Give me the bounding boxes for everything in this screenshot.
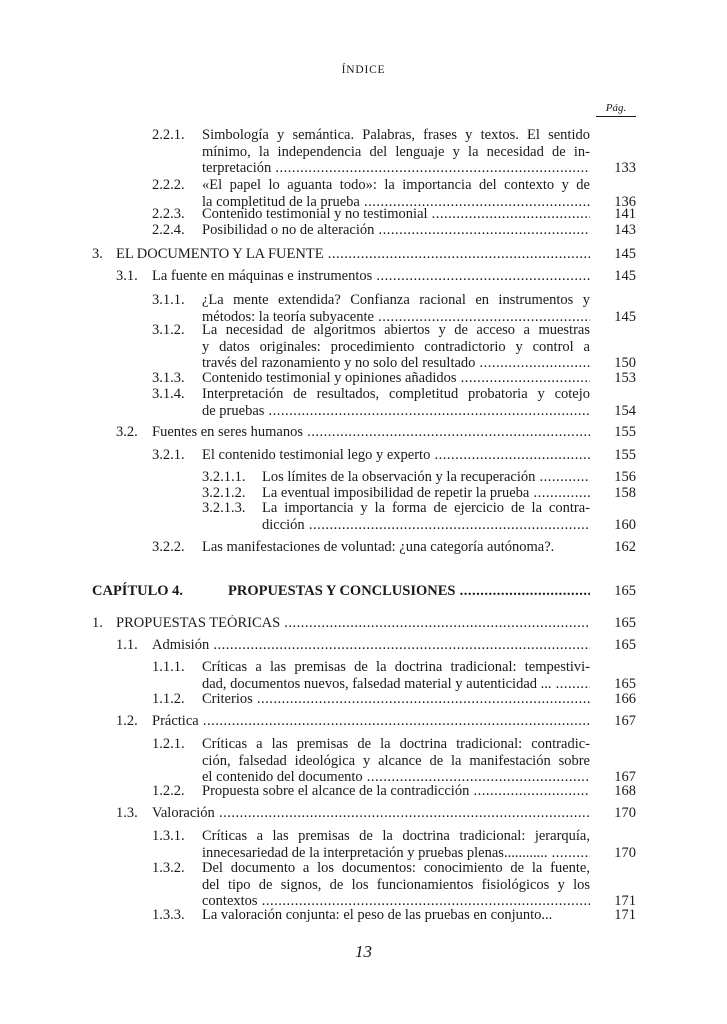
toc-entry-number: 1.3.3. [152, 907, 185, 923]
toc-entry-page: 145 [614, 268, 636, 284]
toc-entry-page: 162 [614, 539, 636, 555]
toc-entry-title: La fuente en máquinas e instrumentos ..... [152, 268, 590, 285]
toc-entry-number: 3.2.2. [152, 539, 185, 555]
toc-entry-line: La importancia y la forma de ejercicio de la contra- [262, 500, 590, 516]
page-column-label: Pág. [596, 102, 636, 117]
toc-entry-number: 1.1. [116, 637, 138, 653]
toc-entry-title: Los límites de la observación y la recuperación ..... [262, 469, 590, 486]
toc-entry-line: Críticas a las premisas de la doctrina tradicional: tempestivi- [202, 659, 590, 675]
toc-entry-page: 165 [614, 583, 636, 599]
toc-entry-line: Del documento a los documentos: conocimiento de la fuente, [202, 860, 590, 876]
toc-entry-number: 1.1.2. [152, 691, 185, 707]
toc-entry-number: 1.2. [116, 713, 138, 729]
toc-entry-line: Críticas a las premisas de la doctrina tradicional: jerarquía, [202, 828, 590, 844]
toc-entry [152, 322, 590, 372]
toc-entry-title: Posibilidad o no de alteración ..... [202, 222, 590, 239]
toc-entry-number: 1.3.1. [152, 828, 185, 844]
toc-entry-line: Críticas a las premisas de la doctrina tradicional: contradic- [202, 736, 590, 752]
toc-entry-title: Contenido testimonial y opiniones añadidos ..... [202, 370, 590, 387]
toc-entry [202, 500, 590, 533]
toc-entry [116, 805, 590, 822]
toc-entry-page: 170 [614, 844, 636, 861]
toc-entry-number: 3.2.1.3. [202, 500, 246, 516]
toc-entry [152, 736, 590, 786]
toc-entry-title: terpretación ..... [202, 160, 590, 177]
toc-entry-title: contextos ..... [202, 893, 590, 910]
toc-entry-page: 150 [614, 355, 636, 372]
toc-entry-page: 154 [614, 402, 636, 419]
toc-entry-title: Propuesta sobre el alcance de la contradicción ..... [202, 783, 590, 800]
toc-entry-title: Práctica ..... [152, 713, 590, 730]
toc-entry [152, 206, 590, 223]
toc-entry-title: la completitud de la prueba ..... [202, 194, 590, 211]
toc-entry [92, 246, 590, 263]
toc-entry-line: «El papel lo aguanta todo»: la importancia del contexto y de [202, 177, 590, 193]
toc-entry-title: dad, documentos nuevos, falsedad material y autenticidad ... ..... [202, 676, 590, 693]
toc-entry-title: Valoración ..... [152, 805, 590, 822]
toc-entry-number: 1.2.2. [152, 783, 185, 799]
toc-entry [152, 539, 590, 556]
toc-entry-number: 3.1.4. [152, 386, 185, 402]
toc-entry-page: 155 [614, 424, 636, 440]
toc-entry-number: 3.2. [116, 424, 138, 440]
toc-entry-page: 165 [614, 615, 636, 631]
toc-entry-number: 3.2.1.1. [202, 469, 246, 485]
toc-entry-title: métodos: la teoría subyacente ..... [202, 309, 590, 326]
toc-entry [152, 907, 590, 924]
toc-entry-line: Interpretación de resultados, completitud probatoria y cotejo [202, 386, 590, 402]
toc-entry [152, 127, 590, 177]
toc-entry-title: EL DOCUMENTO Y LA FUENTE ..... [116, 246, 590, 263]
toc-entry-page: 133 [614, 160, 636, 177]
toc-entry-number: 1. [92, 615, 103, 631]
toc-entry-title: PROPUESTAS Y CONCLUSIONES ..... [228, 583, 590, 600]
toc-entry [152, 860, 590, 910]
toc-entry-title: La eventual imposibilidad de repetir la prueba ..... [262, 485, 590, 502]
toc-entry-title: través del razonamiento y no solo del resultado ..... [202, 355, 590, 372]
running-head: ÍNDICE [341, 64, 386, 76]
toc-entry-number: 3.1.1. [152, 292, 185, 308]
toc-entry-line: y datos originales: procedimiento contradictorio y control a [202, 338, 590, 355]
toc-entry-page: 166 [614, 691, 636, 707]
toc-entry-number: 1.1.1. [152, 659, 185, 675]
toc-entry-page: 165 [614, 637, 636, 653]
toc-entry [116, 268, 590, 285]
toc-entry-title: Admisión ..... [152, 637, 590, 654]
toc-entry-number: 1.2.1. [152, 736, 185, 752]
toc-entry-title: Las manifestaciones de voluntad: ¿una categoría autónoma?. [202, 539, 555, 555]
toc-entry-title: Criterios ..... [202, 691, 590, 708]
toc-entry-line: del tipo de signos, de los funcionamientos fisiológicos y los [202, 876, 590, 893]
toc-entry [92, 583, 590, 600]
toc-entry-number: 1.3. [116, 805, 138, 821]
toc-entry [116, 637, 590, 654]
toc-entry-title: Contenido testimonial y no testimonial ..... [202, 206, 590, 223]
toc-entry-page: 158 [614, 485, 636, 501]
toc-entry-title: dicción ..... [262, 517, 590, 534]
toc-entry-page: 143 [614, 222, 636, 238]
toc-entry-page: 167 [614, 769, 636, 786]
toc-entry-page: 156 [614, 469, 636, 485]
toc-entry-number: 3. [92, 246, 103, 262]
toc-entry-page: 160 [614, 516, 636, 533]
toc-entry-number: 2.2.3. [152, 206, 185, 222]
toc-entry-number: 3.1. [116, 268, 138, 284]
toc-entry [152, 222, 590, 239]
toc-entry [92, 615, 590, 632]
toc-entry-page: 153 [614, 370, 636, 386]
toc-entry [152, 386, 590, 419]
toc-entry-number: 1.3.2. [152, 860, 185, 876]
toc-entry-page: 155 [614, 447, 636, 463]
toc-entry [116, 713, 590, 730]
toc-entry-title: Fuentes en seres humanos ..... [152, 424, 590, 441]
toc-entry-line: La necesidad de algoritmos abiertos y de acceso a muestras [202, 322, 590, 338]
toc-entry-page: 171 [614, 907, 636, 923]
toc-entry-number: 3.1.3. [152, 370, 185, 386]
toc-entry-title: el contenido del documento ..... [202, 769, 590, 786]
toc-entry [152, 691, 590, 708]
toc-entry-line: ¿La mente extendida? Confianza racional en instrumentos y [202, 292, 590, 308]
toc-entry-page: 167 [614, 713, 636, 729]
toc-entry-number: 2.2.1. [152, 127, 185, 143]
toc-entry [152, 828, 590, 861]
toc-entry [152, 659, 590, 692]
toc-entry [152, 292, 590, 325]
toc-entry [152, 447, 590, 464]
toc-entry-number: 2.2.2. [152, 177, 185, 193]
toc-entry [152, 783, 590, 800]
toc-entry-title: El contenido testimonial lego y experto ..... [202, 447, 590, 464]
toc-entry-page: 165 [614, 675, 636, 692]
toc-entry-page: 141 [614, 206, 636, 222]
toc-entry-number: CAPÍTULO 4. [92, 583, 184, 599]
toc-entry-page: 136 [614, 193, 636, 210]
toc-entry-title: La valoración conjunta: el peso de las pruebas en conjunto... [202, 907, 553, 923]
page-number: 13 [355, 942, 372, 961]
toc-entry-title: innecesariedad de la interpretación y pruebas plenas............ ..... [202, 845, 590, 862]
toc-entry-page: 168 [614, 783, 636, 799]
toc-entry-line: mínimo, la independencia del lenguaje y la necesidad de in- [202, 143, 590, 160]
toc-entry-number: 3.1.2. [152, 322, 185, 338]
toc-entry [152, 370, 590, 387]
toc-entry [116, 424, 590, 441]
toc-entry-number: 3.2.1. [152, 447, 185, 463]
toc-entry-page: 145 [614, 246, 636, 262]
toc-entry [202, 469, 590, 486]
toc-entry-title: PROPUESTAS TEÓRICAS ..... [116, 615, 590, 632]
toc-entry-page: 145 [614, 308, 636, 325]
toc-entry-line: Simbología y semántica. Palabras, frases y textos. El sentido [202, 127, 590, 143]
toc-entry-number: 2.2.4. [152, 222, 185, 238]
toc-entry-line: ción, falsedad ideológica y alcance de la manifestación sobre [202, 752, 590, 769]
toc-entry-page: 170 [614, 805, 636, 821]
toc-entry-number: 3.2.1.2. [202, 485, 246, 501]
toc-entry-title: de pruebas ..... [202, 403, 590, 420]
toc-entry-page: 171 [614, 893, 636, 910]
